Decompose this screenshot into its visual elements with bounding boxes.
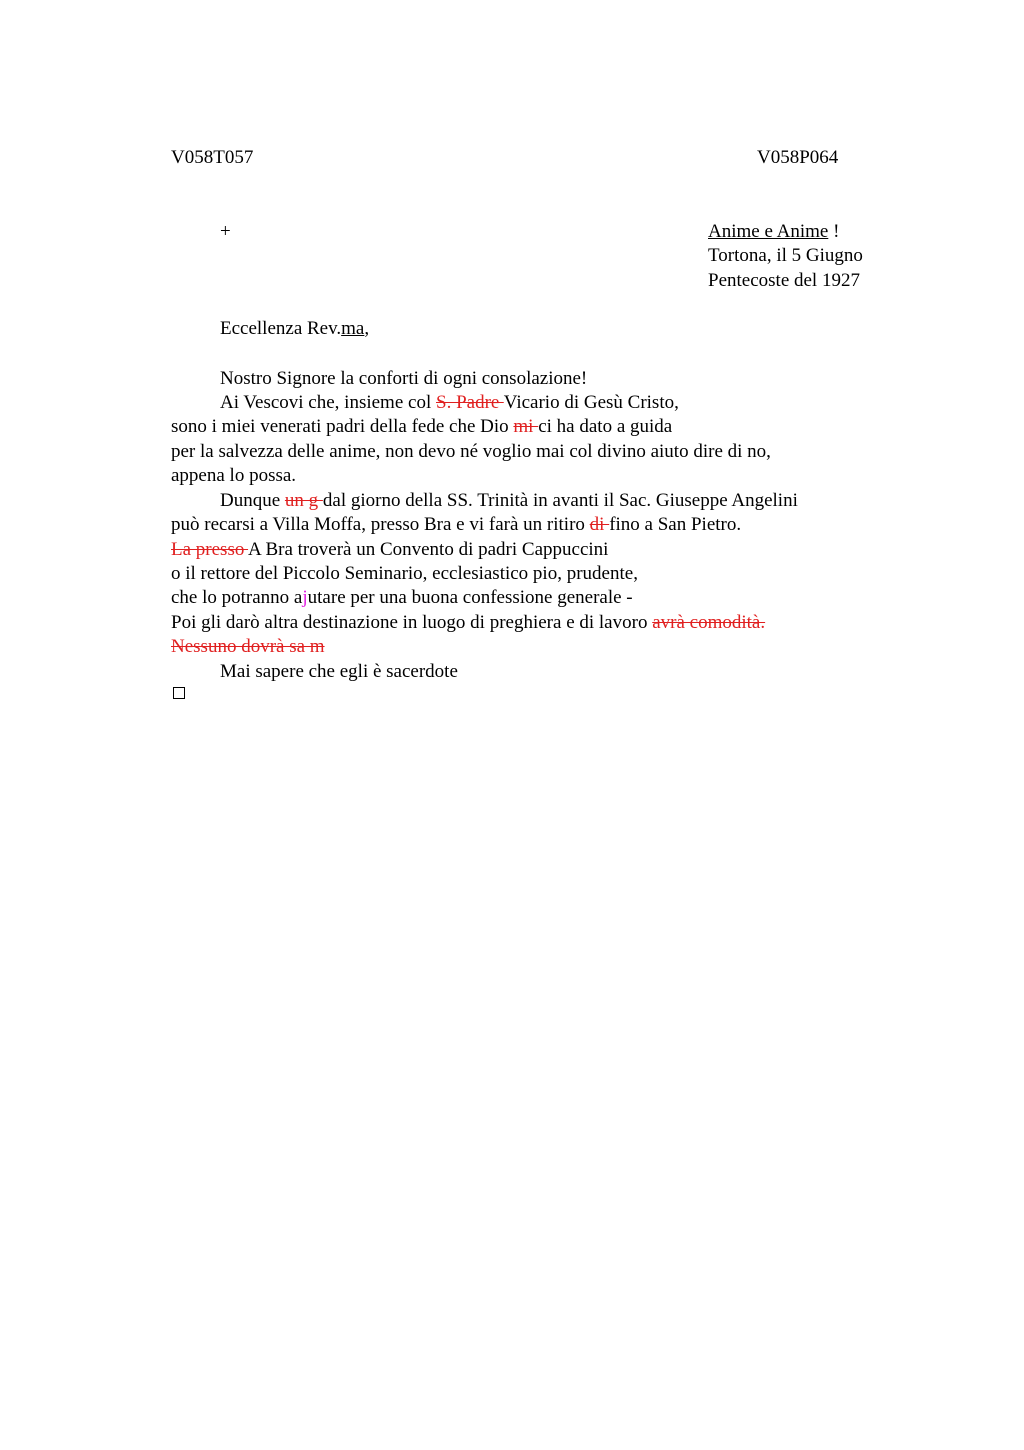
body-line-11 [171,611,765,636]
deleted-text: Nessuno dovrà sa m [171,636,325,657]
text-span: dal giorno della SS. Trinità in avanti il Sac. Giuseppe Angelini [322,490,798,511]
text-span: A Bra troverà un Convento di padri Cappuccini [248,539,609,560]
motto-underlined: Anime e Anime [708,221,829,242]
text-span: Vicario di Gesù Cristo, [503,392,679,413]
dateline-place-date: Tortona, il 5 Giugno [708,245,863,266]
body-line-4: per la salvezza delle anime, non devo né voglio mai col divino aiuto dire di no, [171,441,771,462]
salutation-comma: , [364,318,370,339]
motto-tail: ! [828,221,840,242]
text-span: fino a San Pietro. [609,514,742,535]
body-line-8 [171,538,608,563]
text-span: Dunque [220,490,285,511]
document-code-right: V058P064 [757,147,839,168]
body-line-6 [220,489,798,514]
salutation-abbrev: ma [341,318,365,339]
text-span: Poi gli darò altra destinazione in luogo di preghiera e di lavoro [171,612,653,633]
deleted-text: di [589,514,610,535]
text-span: può recarsi a Villa Moffa, presso Bra e vi farà un ritiro [171,514,590,535]
text-span: sono i miei venerati padri della fede che Dio [171,416,514,437]
deleted-text: avrà comodità. [652,612,766,633]
deleted-text: La presso [171,539,249,560]
end-marker-box [173,687,185,699]
document-code-left: V058T057 [171,147,254,168]
dateline-feast: Pentecoste del 1927 [708,270,860,291]
deleted-text: un g [284,490,323,511]
text-span: che lo potranno a [171,587,303,608]
body-line-3 [171,415,672,440]
cross-symbol: + [220,221,231,242]
salutation-text: Eccellenza Rev. [220,318,342,339]
body-line-13: Mai sapere che egli è sacerdote [220,661,458,682]
body-line-1: Nostro Signore la conforti di ogni consolazione! [220,368,588,389]
deleted-text: S. Padre [436,392,504,413]
text-span: utare per una buona confessione generale - [307,587,633,608]
dateline-motto [708,220,839,245]
body-line-2 [220,391,679,416]
body-line-5: appena lo possa. [171,465,297,486]
body-line-9: o il rettore del Piccolo Seminario, ecclesiastico pio, prudente, [171,563,638,584]
body-line-12 [171,635,325,660]
inserted-text: j [302,587,308,608]
text-span: ci ha dato a guida [538,416,673,437]
body-line-10 [171,586,633,611]
body-line-7 [171,513,741,538]
text-span: Ai Vescovi che, insieme col [220,392,436,413]
deleted-text: mi [513,416,539,437]
salutation [220,317,369,342]
